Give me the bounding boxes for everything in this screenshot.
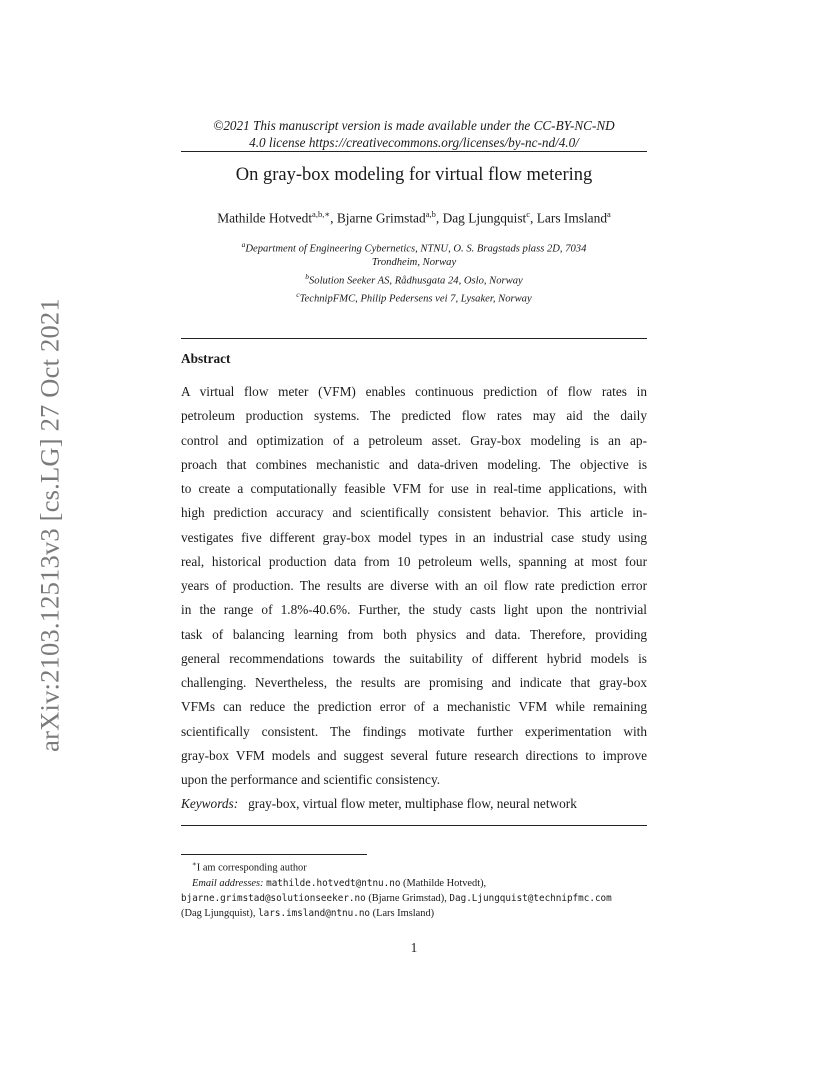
email-link[interactable]: Dag.Ljungquist@technipfmc.com [449, 892, 612, 904]
abstract-line: upon the performance and scientific consistency. [181, 772, 441, 787]
author-affil-mark: c [526, 209, 531, 219]
affiliation-a-cont: Trondheim, Norway [371, 257, 457, 269]
abstract-line: challenging. Nevertheless, the results are promising and indicate that gray-box [181, 675, 647, 690]
keywords [181, 796, 647, 812]
abstract-heading: Abstract [181, 351, 231, 366]
abstract-line: to create a computationally feasible VFM for use in real-time applications, with [181, 481, 647, 496]
abstract-body [181, 380, 647, 792]
author-affil-mark: a,b [425, 209, 436, 219]
author-list: Mathilde Hotvedt$^{a,b,∗}$, Bjarne Grimstad$^{a,b}$, Dag Ljungquist$^c$, Lars Imsland$^a$ [217, 209, 611, 226]
author-name: Bjarne Grimstad [336, 210, 426, 226]
footnote-emails-line1: Email addresses: mathilde.hotvedt@ntnu.no (Mathilde Hotvedt), [192, 877, 487, 889]
author-name: Dag Ljungquist [442, 210, 527, 226]
author-affil-mark: a,b,∗ [312, 209, 331, 219]
affiliation-b: $^b$Solution Seeker AS, Rådhusgata 24, Oslo, Norway [305, 271, 523, 287]
license-line-2: 4.0 license https://creativecommons.org/licenses/by-nc-nd/4.0/ [249, 135, 579, 150]
paper-title: On gray-box modeling for virtual flow metering [235, 165, 593, 185]
affiliations [181, 238, 647, 306]
keywords-label: Keywords: [181, 796, 239, 811]
license-rule [181, 151, 647, 152]
abstract-line: proach that combines mechanistic and data-driven modeling. The objective is [181, 456, 647, 472]
affiliation-c: $^c$TechnipFMC, Philip Pedersens vei 7, Lysaker, Norway [296, 289, 532, 305]
abstract-line: vestigates five different gray-box model types in an industrial case study using [181, 529, 647, 545]
abstract-line: VFMs can reduce the prediction error of a mechanistic VFM while remaining [181, 699, 647, 715]
footnote-rule [181, 854, 367, 855]
author-affil-mark: a [607, 209, 611, 219]
abstract-line: scientifically consistent. The findings motivate further experimentation with [181, 723, 647, 739]
abstract-line: years of production. The results are diverse with an oil flow rate prediction error [181, 578, 647, 593]
keywords-text: gray-box, virtual flow meter, multiphase flow, neural network [248, 796, 577, 811]
email-label: Email addresses: [192, 877, 264, 889]
license-notice [181, 117, 647, 151]
abstract-line: control and optimization of a petroleum asset. Gray-box modeling is an ap- [181, 432, 647, 448]
email-link[interactable]: bjarne.grimstad@solutionseeker.no [181, 892, 366, 904]
abstract-line: task of balancing learning from both physics and data. Therefore, providing [181, 626, 647, 642]
abstract-line: real, historical production data from 10 petroleum wells, spanning at most four [181, 553, 647, 569]
author-name: Mathilde Hotvedt [217, 210, 313, 226]
footnote [181, 857, 647, 921]
abstract-line: in the range of 1.8%-40.6%. Further, the study casts light upon the nontrivial [181, 602, 647, 618]
author-name: Lars Imsland [536, 210, 608, 226]
abstract-line: petroleum production systems. The predicted flow rates may aid the daily [181, 408, 647, 424]
footnote-emails-line2: bjarne.grimstad@solutionseeker.no (Bjarne Grimstad), Dag.Ljungquist@technipfmc.com [181, 892, 612, 904]
abstract-line: high prediction accuracy and scientifically consistent behavior. This article in- [181, 505, 647, 521]
arxiv-stamp: arXiv:2103.12513v3 [cs.LG] 27 Oct 2021 [34, 298, 65, 752]
email-link[interactable]: mathilde.hotvedt@ntnu.no [266, 877, 401, 889]
email-link[interactable]: lars.imsland@ntnu.no [258, 908, 371, 920]
abstract-line: general recommendations towards the suitability of different hybrid models is [181, 650, 647, 666]
abstract-top-rule [181, 338, 647, 339]
license-line-1: ©2021 This manuscript version is made available under the CC-BY-NC-ND [213, 118, 615, 133]
abstract-bottom-rule [181, 825, 647, 826]
footnote-corresponding: ∗I am corresponding author [192, 860, 307, 874]
footnote-emails-line3: (Dag Ljungquist), lars.imsland@ntnu.no (Lars Imsland) [181, 908, 435, 920]
affiliation-a: $^a$Department of Engineering Cybernetics, NTNU, O. S. Bragstads plass 2D, 7034 [241, 240, 587, 255]
abstract-line: A virtual flow meter (VFM) enables continuous prediction of flow rates in [181, 384, 647, 399]
abstract-line: gray-box VFM models and suggest several future research directions to improve [181, 747, 647, 763]
page-number: 1 [410, 940, 418, 955]
